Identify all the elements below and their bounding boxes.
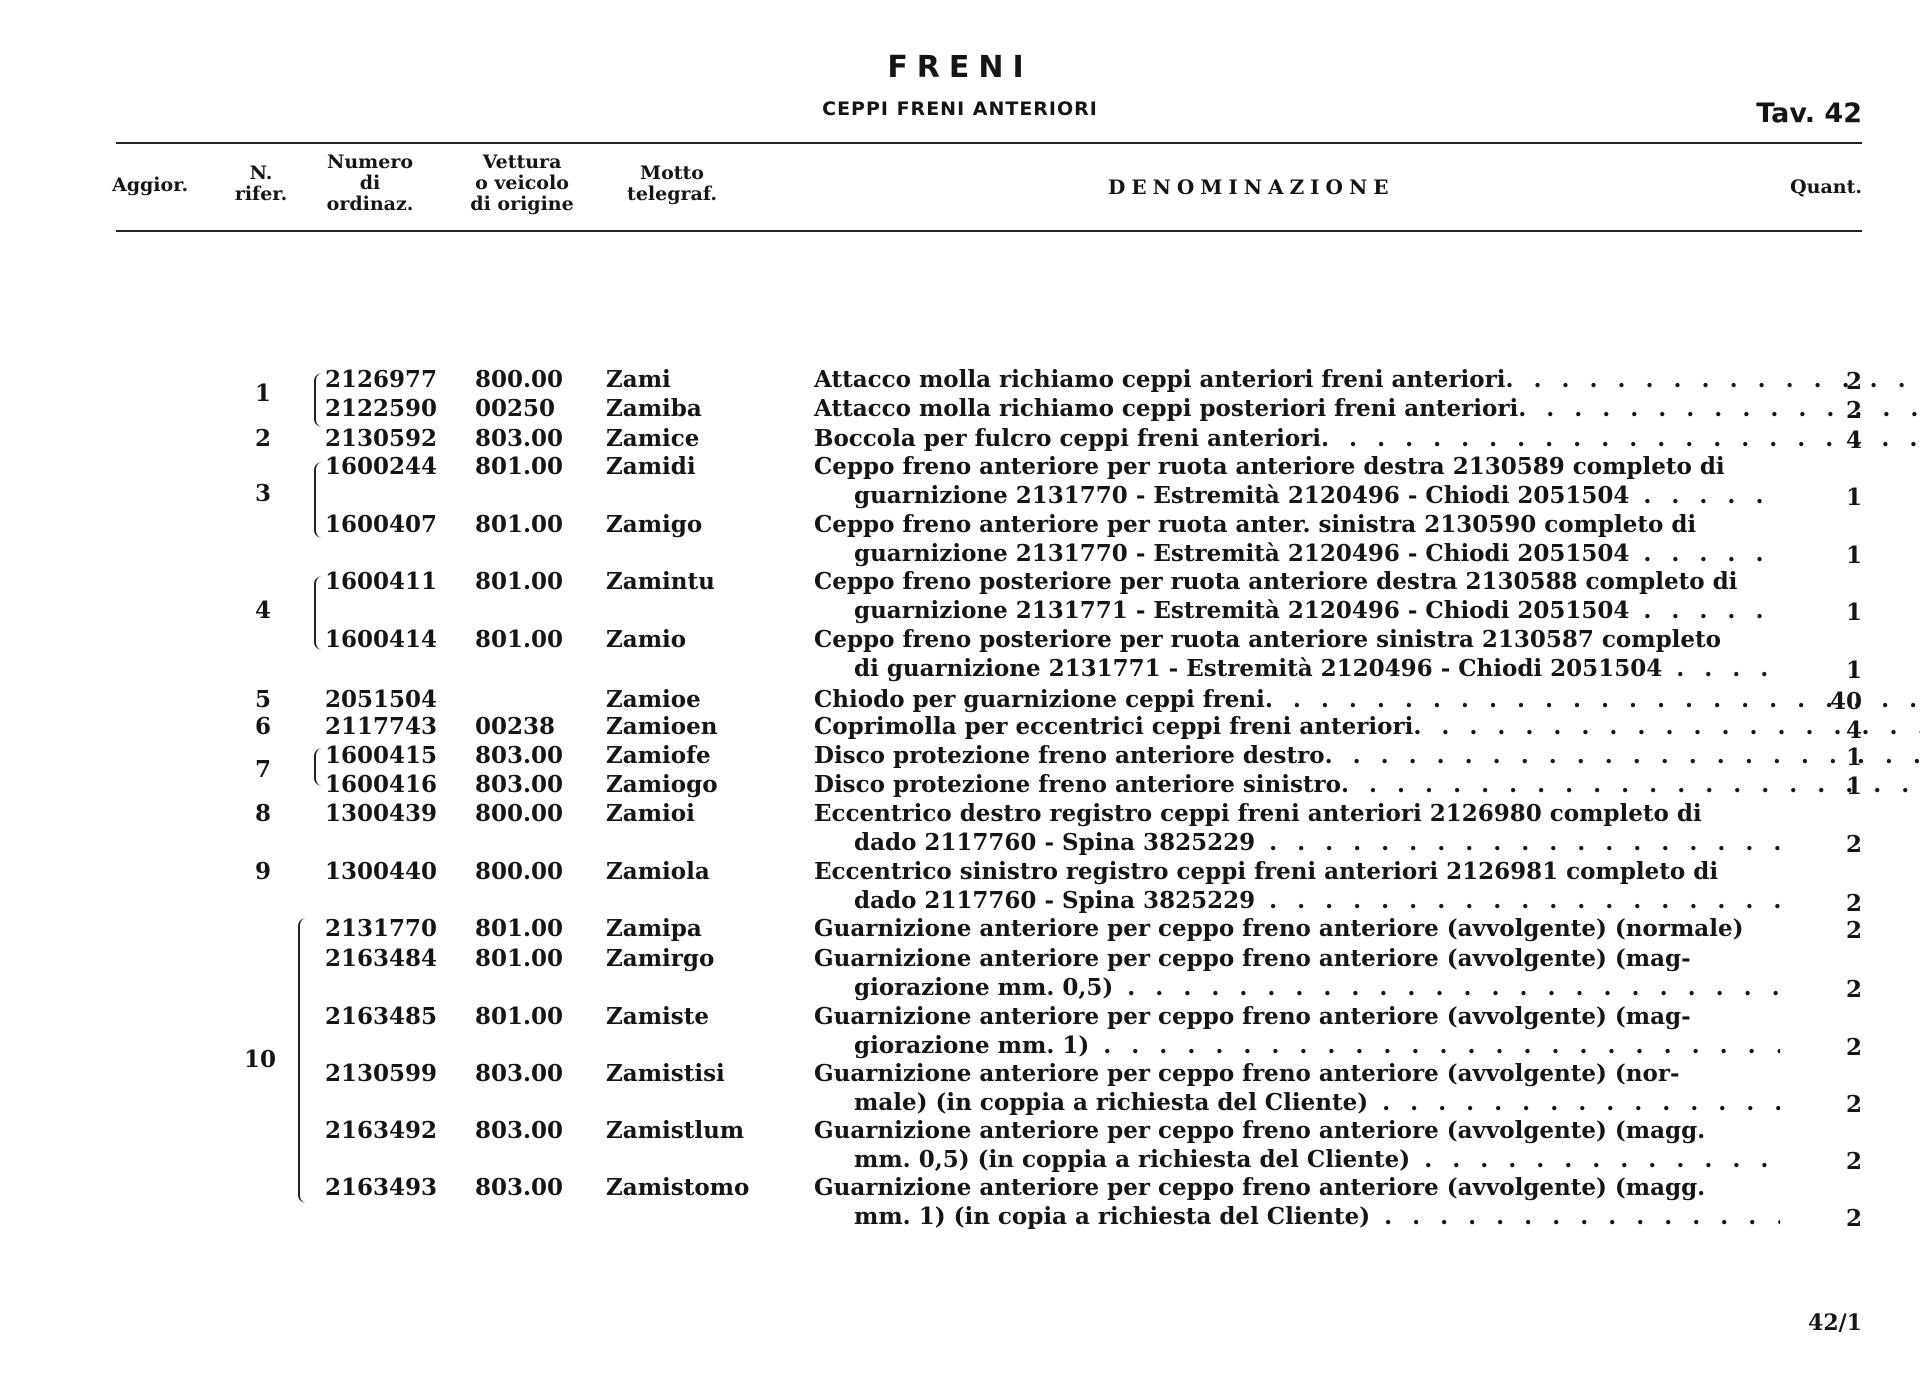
leader-dots <box>1662 655 1780 682</box>
part-number: 2163485 <box>325 1003 438 1030</box>
telegraph-code: Zamiba <box>606 395 702 422</box>
vehicle-code: 801.00 <box>475 626 564 653</box>
part-description <box>814 626 1780 683</box>
part-description <box>814 395 1780 424</box>
page-title: FRENI <box>887 50 1033 85</box>
telegraph-code: Zamipa <box>606 915 702 942</box>
col-header-vettura <box>457 152 587 215</box>
description-text: Attacco molla richiamo ceppi posteriori freni anteriori <box>814 395 1519 422</box>
group-brace <box>314 373 322 427</box>
description-text-continued: guarnizione 2131770 - Estremità 2120496 - Chiodi 2051504 <box>854 481 1630 509</box>
description-text: Guarnizione anteriore per ceppo freno anteriore (avvolgente) (magg. <box>814 1117 1706 1144</box>
part-description <box>814 425 1780 454</box>
description-text-continued: male) (in coppia a richiesta del Cliente) <box>854 1088 1369 1116</box>
part-description <box>814 453 1780 510</box>
ref-number: 3 <box>254 480 271 507</box>
description-text: Eccentrico sinistro registro ceppi freni anteriori 2126981 completo di <box>814 858 1719 885</box>
leader-dots <box>1255 887 1780 914</box>
vehicle-code: 801.00 <box>475 915 564 942</box>
part-description <box>814 1003 1780 1060</box>
part-number: 2126977 <box>325 366 438 393</box>
quantity: 2 <box>1845 397 1862 424</box>
leader-dots <box>1255 829 1780 856</box>
telegraph-code: Zamiogo <box>606 771 718 798</box>
telegraph-code: Zamioe <box>606 686 701 713</box>
quantity: 2 <box>1845 1034 1862 1061</box>
description-text: Guarnizione anteriore per ceppo freno anteriore (avvolgente) (mag- <box>814 945 1691 972</box>
vehicle-code: 801.00 <box>475 945 564 972</box>
description-text-continued: giorazione mm. 1) <box>854 1031 1090 1059</box>
col-header-vettura-line3: di origine <box>470 193 574 215</box>
quantity: 2 <box>1845 890 1862 917</box>
part-number: 2051504 <box>325 686 438 713</box>
col-header-quant: Quant. <box>1790 176 1862 198</box>
part-description <box>814 742 1780 771</box>
description-text: Attacco molla richiamo ceppi anteriori freni anteriori <box>814 366 1506 393</box>
col-header-vettura-line1: Vettura <box>482 151 562 173</box>
header-rule-top <box>116 142 1862 144</box>
telegraph-code: Zamiofe <box>606 742 711 769</box>
description-text: Ceppo freno posteriore per ruota anteriore destra 2130588 completo di <box>814 568 1738 595</box>
part-number: 1600414 <box>325 626 438 653</box>
description-text-continued: giorazione mm. 0,5) <box>854 973 1114 1001</box>
telegraph-code: Zamistisi <box>606 1060 725 1087</box>
leader-dots <box>1410 1146 1780 1173</box>
leader-dots <box>1368 1089 1780 1116</box>
col-header-numero-line1: Numero <box>326 151 414 173</box>
quantity: 1 <box>1845 542 1862 569</box>
description-text: Eccentrico destro registro ceppi freni anteriori 2126980 completo di <box>814 800 1702 827</box>
quantity: 1 <box>1845 744 1862 771</box>
leader-dots <box>1629 482 1780 509</box>
col-header-n-rifer-line1: N. <box>249 162 273 184</box>
vehicle-code: 803.00 <box>475 1117 564 1144</box>
part-number: 2163492 <box>325 1117 438 1144</box>
group-brace <box>314 576 322 650</box>
part-number: 1600407 <box>325 511 438 538</box>
quantity: 2 <box>1845 1091 1862 1118</box>
leader-dots <box>1370 1203 1780 1230</box>
description-text: Disco protezione freno anteriore sinistro <box>814 771 1342 798</box>
vehicle-code: 801.00 <box>475 511 564 538</box>
leader-dots <box>1089 1032 1780 1059</box>
description-text: Guarnizione anteriore per ceppo freno anteriore (avvolgente) (magg. <box>814 1174 1706 1201</box>
telegraph-code: Zamice <box>606 425 700 452</box>
description-text-continued: mm. 1) (in copia a richiesta del Cliente) <box>854 1202 1371 1230</box>
description-text: Guarnizione anteriore per ceppo freno anteriore (avvolgente) (mag- <box>814 1003 1691 1030</box>
quantity: 2 <box>1845 831 1862 858</box>
quantity: 1 <box>1845 773 1862 800</box>
part-number: 1600411 <box>325 568 438 595</box>
leader-dots <box>1629 597 1780 624</box>
leader-dots <box>1629 540 1780 567</box>
quantity: 2 <box>1845 1148 1862 1175</box>
col-header-motto <box>617 163 727 205</box>
vehicle-code: 801.00 <box>475 453 564 480</box>
part-description <box>814 858 1780 915</box>
ref-number: 6 <box>254 713 271 740</box>
part-number: 2117743 <box>325 713 438 740</box>
quantity: 2 <box>1845 368 1862 395</box>
telegraph-code: Zamigo <box>606 511 703 538</box>
col-header-numero-line2: di <box>359 172 381 194</box>
vehicle-code: 801.00 <box>475 1003 564 1030</box>
table-label: Tav. 42 <box>1756 98 1862 129</box>
description-text: Ceppo freno posteriore per ruota anteriore sinistra 2130587 completo <box>814 626 1722 653</box>
ref-number: 4 <box>254 597 271 624</box>
page-subtitle: CEPPI FRENI ANTERIORI <box>822 98 1098 120</box>
telegraph-code: Zamistomo <box>606 1174 750 1201</box>
col-header-aggior: Aggior. <box>112 174 189 196</box>
quantity: 1 <box>1845 484 1862 511</box>
quantity: 1 <box>1845 657 1862 684</box>
description-text: Ceppo freno anteriore per ruota anter. sinistra 2130590 completo di <box>814 511 1697 538</box>
telegraph-code: Zamintu <box>606 568 715 595</box>
part-number: 2163493 <box>325 1174 438 1201</box>
part-description <box>814 771 1780 800</box>
part-description <box>814 800 1780 857</box>
group-brace <box>298 918 306 1203</box>
part-description <box>814 713 1780 742</box>
part-description <box>814 366 1780 395</box>
vehicle-code: 803.00 <box>475 771 564 798</box>
quantity: 4 <box>1845 717 1862 744</box>
ref-number: 7 <box>254 756 271 783</box>
vehicle-code: 800.00 <box>475 800 564 827</box>
vehicle-code: 803.00 <box>475 425 564 452</box>
part-number: 2122590 <box>325 395 438 422</box>
telegraph-code: Zamidi <box>606 453 696 480</box>
description-text: Disco protezione freno anteriore destro <box>814 742 1325 769</box>
part-number: 1300440 <box>325 858 438 885</box>
description-text-continued: dado 2117760 - Spina 3825229 <box>854 828 1256 856</box>
col-header-numero <box>315 152 425 215</box>
description-text: Chiodo per guarnizione ceppi freni <box>814 686 1265 713</box>
part-description <box>814 1060 1780 1117</box>
page-number: 42/1 <box>1808 1310 1862 1336</box>
part-description <box>814 1117 1780 1174</box>
part-description <box>814 686 1780 715</box>
part-number: 2130592 <box>325 425 438 452</box>
quantity: 1 <box>1845 599 1862 626</box>
leader-dots <box>1113 974 1780 1001</box>
part-number: 2163484 <box>325 945 438 972</box>
telegraph-code: Zamio <box>606 626 687 653</box>
telegraph-code: Zamioi <box>606 800 695 827</box>
part-description <box>814 915 1780 944</box>
part-number: 1600244 <box>325 453 438 480</box>
part-number: 2131770 <box>325 915 438 942</box>
quantity: 40 <box>1829 688 1862 715</box>
col-header-n-rifer <box>226 163 296 205</box>
telegraph-code: Zamiste <box>606 1003 709 1030</box>
vehicle-code: 803.00 <box>475 742 564 769</box>
quantity: 2 <box>1845 1205 1862 1232</box>
col-header-denominazione: DENOMINAZIONE <box>1108 175 1395 199</box>
part-number: 1600416 <box>325 771 438 798</box>
header-rule-bottom <box>116 230 1862 232</box>
group-brace <box>314 748 322 786</box>
description-text: Guarnizione anteriore per ceppo freno anteriore (avvolgente) (nor- <box>814 1060 1680 1087</box>
vehicle-code: 803.00 <box>475 1060 564 1087</box>
ref-number: 8 <box>254 800 271 827</box>
quantity: 4 <box>1845 427 1862 454</box>
part-number: 1600415 <box>325 742 438 769</box>
description-text-continued: dado 2117760 - Spina 3825229 <box>854 886 1256 914</box>
col-header-n-rifer-line2: rifer. <box>234 183 288 205</box>
group-brace <box>314 462 322 538</box>
description-text: Ceppo freno anteriore per ruota anteriore destra 2130589 completo di <box>814 453 1725 480</box>
ref-number: 1 <box>254 380 271 407</box>
telegraph-code: Zamistlum <box>606 1117 745 1144</box>
col-header-vettura-line2: o veicolo <box>475 172 569 194</box>
description-text: Coprimolla per eccentrici ceppi freni anteriori <box>814 713 1414 740</box>
vehicle-code: 800.00 <box>475 858 564 885</box>
description-text-continued: guarnizione 2131771 - Estremità 2120496 - Chiodi 2051504 <box>854 596 1630 624</box>
part-description <box>814 511 1780 568</box>
part-description <box>814 945 1780 1002</box>
quantity: 2 <box>1845 917 1862 944</box>
description-text-continued: guarnizione 2131770 - Estremità 2120496 - Chiodi 2051504 <box>854 539 1630 567</box>
col-header-motto-line2: telegraf. <box>627 183 717 205</box>
col-header-numero-line3: ordinaz. <box>326 193 414 215</box>
description-text: Guarnizione anteriore per ceppo freno anteriore (avvolgente) (normale) <box>814 915 1744 942</box>
description-text: Boccola per fulcro ceppi freni anteriori <box>814 425 1322 452</box>
part-description <box>814 1174 1780 1231</box>
part-number: 1300439 <box>325 800 438 827</box>
telegraph-code: Zamioen <box>606 713 718 740</box>
ref-number: 5 <box>254 686 271 713</box>
telegraph-code: Zamirgo <box>606 945 715 972</box>
vehicle-code: 00250 <box>475 395 556 422</box>
telegraph-code: Zami <box>606 366 671 393</box>
part-number: 2130599 <box>325 1060 438 1087</box>
ref-number: 9 <box>254 858 271 885</box>
description-text-continued: mm. 0,5) (in coppia a richiesta del Cliente) <box>854 1145 1411 1173</box>
vehicle-code: 803.00 <box>475 1174 564 1201</box>
ref-number: 2 <box>254 425 271 452</box>
vehicle-code: 00238 <box>475 713 556 740</box>
vehicle-code: 801.00 <box>475 568 564 595</box>
vehicle-code: 800.00 <box>475 366 564 393</box>
quantity: 2 <box>1845 976 1862 1003</box>
ref-number: 10 <box>243 1046 276 1073</box>
col-header-motto-line1: Motto <box>640 162 704 184</box>
description-text-continued: di guarnizione 2131771 - Estremità 2120496 - Chiodi 2051504 <box>854 654 1663 682</box>
part-description <box>814 568 1780 625</box>
telegraph-code: Zamiola <box>606 858 710 885</box>
